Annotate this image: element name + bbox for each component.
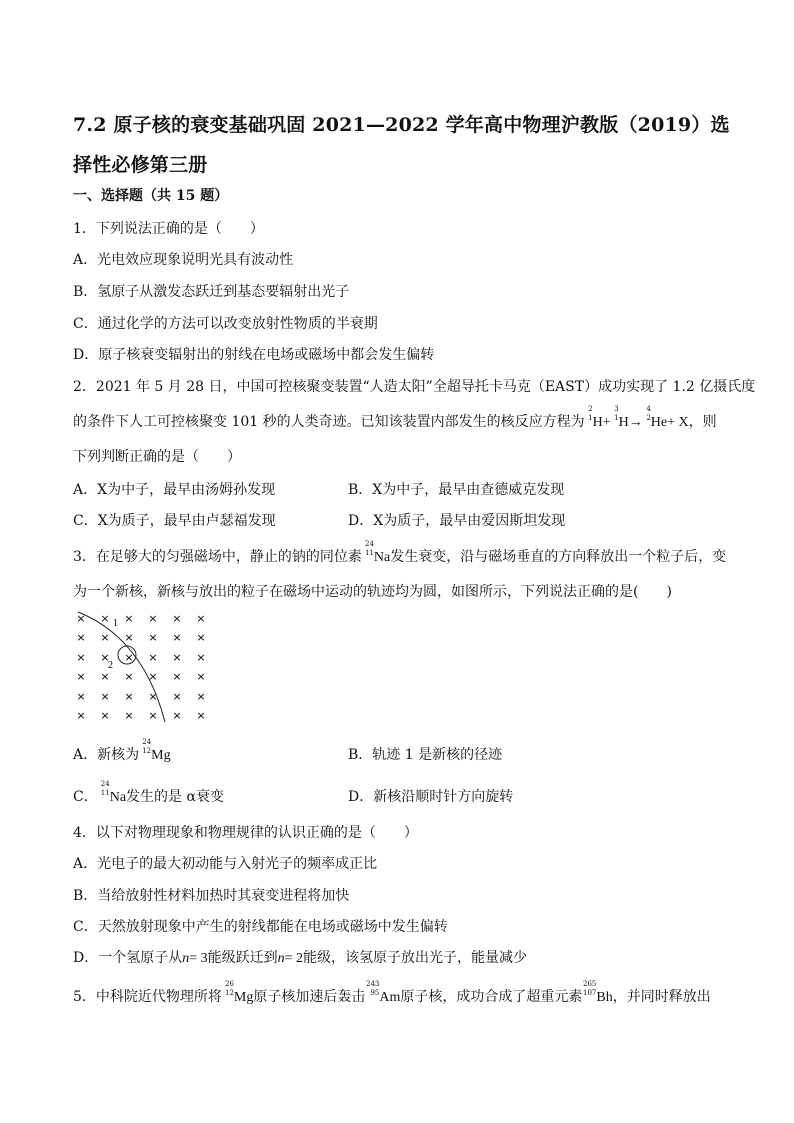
- question-4-option-b: B．当给放射性材料加热时其衰变进程将加快: [73, 888, 350, 904]
- field-cross: ×: [196, 690, 206, 703]
- field-cross: ×: [172, 709, 182, 722]
- field-cross: ×: [148, 631, 158, 644]
- plus-sign: +: [602, 415, 611, 430]
- question-3-option-a: A．新核为 24 12 Mg: [73, 738, 171, 763]
- field-cross: ×: [124, 670, 134, 683]
- x-particle: + X: [667, 415, 689, 430]
- field-cross: ×: [172, 612, 182, 625]
- field-cross: ×: [124, 651, 134, 664]
- field-cross: ×: [172, 690, 182, 703]
- quantum-number-n-2: n: [277, 951, 285, 966]
- question-2-option-c: C．X为质子，最早由卢瑟福发现: [73, 513, 276, 529]
- question-2-stem-line-3: 下列判断正确的是（ ）: [73, 449, 241, 465]
- helium-symbol: He: [650, 415, 668, 430]
- magnesium-symbol-q5: Mg: [233, 990, 254, 1005]
- magnetic-field-crosses: [76, 612, 205, 722]
- field-cross: ×: [196, 651, 206, 664]
- question-2-stem-tail: ，则: [688, 414, 717, 430]
- question-3-option-d: D．新核沿顺时针方向旋转: [348, 789, 514, 805]
- section-heading: 一、选择题（共 15 题）: [73, 188, 229, 204]
- question-3-option-b: B．轨迹 1 是新核的径迹: [348, 747, 503, 763]
- trajectory-1: [78, 612, 165, 722]
- field-cross: ×: [148, 690, 158, 703]
- page-title: 7.2 原子核的衰变基础巩固 2021—2022 学年高中物理沪教版（2019）选择性必修第三册: [73, 114, 730, 176]
- field-cross: ×: [76, 690, 86, 703]
- nuclide-he4: 4 2: [646, 405, 651, 422]
- hydrogen-symbol-2: H: [618, 415, 629, 430]
- trajectory-2-label: 2: [108, 660, 113, 671]
- nuclide-am243: 243 95: [366, 980, 380, 997]
- question-4-option-d: D．一个氢原子从n= 3能级跃迁到n= 2能级，该氢原子放出光子，能量减少: [73, 950, 528, 966]
- field-cross: ×: [100, 651, 110, 664]
- question-1-option-a: A．光电效应现象说明光具有波动性: [73, 252, 294, 268]
- field-cross: ×: [76, 631, 86, 644]
- field-cross: ×: [76, 709, 86, 722]
- question-4-option-c: C．天然放射现象中产生的射线都能在电场或磁场中发生偏转: [73, 919, 448, 935]
- magnesium-symbol: Mg: [151, 748, 171, 763]
- quantum-number-n: n: [182, 951, 190, 966]
- field-cross: ×: [124, 631, 134, 644]
- magnetic-field-figure: [73, 606, 223, 726]
- question-2-option-d: D．X为质子，最早由爱因斯坦发现: [348, 513, 566, 529]
- field-cross: ×: [148, 670, 158, 683]
- field-cross: ×: [148, 709, 158, 722]
- nuclide-h3: 3 1: [614, 405, 619, 422]
- question-1-stem: 1．下列说法正确的是（ ）: [73, 221, 264, 237]
- field-cross: ×: [100, 670, 110, 683]
- trajectory-1-label: 1: [113, 618, 118, 629]
- nuclide-h2: 2 1: [588, 405, 593, 422]
- field-cross: ×: [100, 709, 110, 722]
- question-1-option-b: B．氢原子从激发态跃迁到基态要辐射出光子: [73, 284, 350, 300]
- question-3-stem-line-1: 3．在足够大的匀强磁场中，静止的钠的同位素 24 11 Na发生衰变，沿与磁场垂直的方向释放出一个粒子后，变: [73, 540, 727, 565]
- field-cross: ×: [196, 709, 206, 722]
- field-cross: ×: [196, 612, 206, 625]
- question-1-option-d: D．原子核衰变辐射出的射线在电场或磁场中都会发生偏转: [73, 347, 435, 363]
- question-3-option-c: C． 24 11 Na发生的是 α衰变: [73, 780, 224, 805]
- field-cross: ×: [148, 651, 158, 664]
- question-2-stem-line-1: 2．2021 年 5 月 28 日，中国可控核聚变装置“人造太阳”全超导托卡马克（EAST）成功实现了 1.2 亿摄氏度: [73, 379, 756, 395]
- sodium-symbol: Na: [373, 550, 391, 565]
- nuclide-mg26: 26 12: [225, 980, 234, 997]
- nuclide-mg24: 24 12: [142, 738, 152, 755]
- question-5-stem: 5．中科院近代物理所将 26 12 Mg原子核加速后轰击 243 95 Am原子核，成功合成了超重元素 265 107 Bh，并同时释放出: [73, 980, 711, 1005]
- field-cross: ×: [100, 690, 110, 703]
- hydrogen-symbol: H: [592, 415, 603, 430]
- field-cross: ×: [124, 690, 134, 703]
- question-2-stem-line-2: [73, 405, 717, 431]
- field-cross: ×: [76, 612, 86, 625]
- field-cross: ×: [172, 631, 182, 644]
- bohrium-symbol: Bh: [596, 990, 613, 1005]
- field-cross: ×: [196, 670, 206, 683]
- question-1-option-c: C．通过化学的方法可以改变放射性物质的半衰期: [73, 316, 378, 332]
- question-2-option-b: B．X为中子，最早由查德威克发现: [348, 482, 565, 498]
- field-cross: ×: [100, 612, 110, 625]
- field-cross: ×: [172, 670, 182, 683]
- reaction-arrow: →: [628, 415, 643, 430]
- question-2-option-a: A．X为中子，最早由汤姆孙发现: [73, 482, 276, 498]
- nuclide-na24-option: 24 11: [100, 780, 110, 797]
- field-cross: ×: [172, 651, 182, 664]
- question-4-stem: 4．以下对物理现象和物理规律的认识正确的是（ ）: [73, 825, 418, 841]
- field-cross: ×: [100, 631, 110, 644]
- question-3-stem-line-2: 为一个新核，新核与放出的粒子在磁场中运动的轨迹均为圆，如图所示，下列说法正确的是( ): [73, 584, 672, 600]
- sodium-symbol-option: Na: [109, 790, 127, 805]
- nuclide-bh265: 265 107: [583, 980, 597, 997]
- americium-symbol: Am: [379, 990, 401, 1005]
- field-cross: ×: [124, 612, 134, 625]
- field-cross: ×: [196, 631, 206, 644]
- field-cross: ×: [76, 670, 86, 683]
- question-2-stem-text: 的条件下人工可控核聚变 101 秒的人类奇迹。已知该装置内部发生的核反应方程为: [73, 414, 585, 430]
- nuclide-na24: 24 11: [364, 540, 374, 557]
- field-cross: ×: [148, 612, 158, 625]
- field-cross: ×: [76, 651, 86, 664]
- question-4-option-a: A．光电子的最大初动能与入射光子的频率成正比: [73, 856, 378, 872]
- field-cross: ×: [124, 709, 134, 722]
